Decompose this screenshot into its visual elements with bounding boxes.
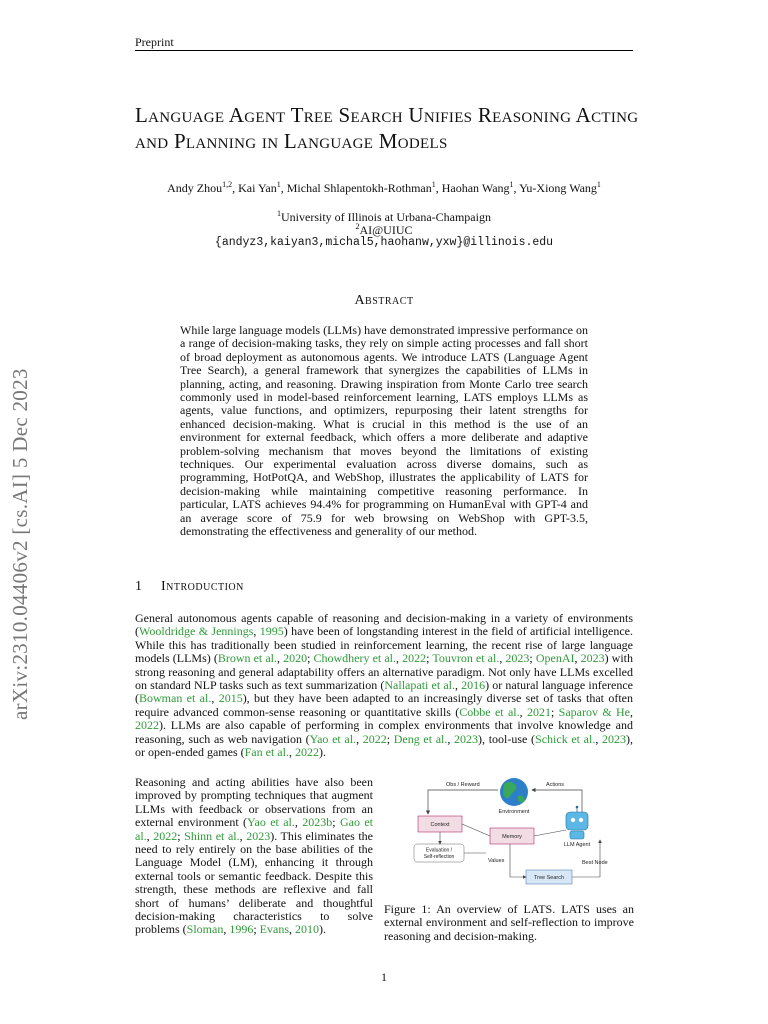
paragraph-text: ). This eliminates the need to rely entirely on the base abilities of the Language Model (LM), enhancing it through external tools or semantic feedback. Despite this strength, these methods are reflexive and fall short of humans’ deliberate and thoughtful decision-making characteristics to solve problems ( [135, 828, 374, 937]
citation-link[interactable]: 2021 [526, 704, 551, 719]
actions-label: Actions [546, 782, 565, 788]
paragraph-text: ) or natural language inference ( [135, 678, 633, 706]
paragraph-text: , [396, 651, 403, 666]
citation-link[interactable]: 2022 [153, 828, 178, 843]
citation-link[interactable]: 2023 [454, 731, 479, 746]
paragraph-text: ). [318, 745, 326, 760]
globe-icon [500, 778, 528, 806]
llm-agent-label: LLM Agent [563, 842, 591, 848]
citation-link[interactable]: 2022 [402, 651, 427, 666]
citation-link[interactable]: Evans [259, 922, 289, 937]
paragraph-text: ), but they have been adapted to an increasingly diverse set of tasks that often require advanced common-sense reasoning or quantitative skills ( [135, 691, 634, 719]
paragraph-text: , [289, 922, 295, 937]
citation-link[interactable]: 2023 [580, 651, 605, 666]
section-heading-introduction [135, 579, 244, 595]
paragraph-text: ) with strong reasoning and general adaptability offers an alternative paradigm. Not only have LLMs excelled on standard NLP tasks such as text summarization ( [135, 651, 633, 693]
citation-link[interactable]: Sloman [186, 922, 224, 937]
citation-link[interactable]: Wooldridge & Jennings [139, 624, 254, 639]
citation-link[interactable]: Cobbe et al. [459, 704, 520, 719]
paragraph-text: Reasoning and acting abilities have also been improved by prompting techniques that augment LLMs with feedback or observations from an external environment ( [135, 775, 373, 830]
paragraph-text: ), or open-ended games ( [135, 731, 634, 760]
citation-link[interactable]: Brown et al. [217, 651, 277, 666]
citation-link[interactable]: Saparov & He [558, 704, 631, 719]
author-name: Kai Yan [238, 181, 277, 195]
affiliation-1: $^1$University of Illinois at Urbana-Champaign [277, 209, 491, 224]
paragraph-text: ) have been of longstanding interest in the field of artificial intelligence. While this has traditionally been studied in reinforcement learning, the recent rise of large language models (LLMs) ( [135, 624, 633, 666]
page-number: 1 [381, 970, 387, 984]
paragraph-text: , [211, 691, 219, 706]
author-emails: {andyz3,kaiyan3,michal5,haohanw,yxw}@illinois.edu [214, 236, 554, 249]
abstract-text: While large language models (LLMs) have demonstrated impressive performance on a range of decision-making tasks, they rely on simple acting processes and fall short of broad deployment as autonomous agents. We introduce LATS (Language Agent Tree Search), a general framework that synergizes the capabilities of LLMs in planning, acting, and reasoning. Drawing inspiration from Monte Carlo tree search commonly used in model-based reinforcement learning, LATS employs LLMs as agents, value functions, and optimizers, repurposing their latent strengths for enhanced decision-making. What is crucial in this method is the use of an environment for external feedback, which offers a more deliberate and adaptive problem-solving mechanism that moves beyond the limitations of existing techniques. Our experimental evaluation across diverse domains, such as programming, HotPotQA, and WebShop, illustrates the applicability of LATS for decision-making while maintaining competitive reasoning performance. In particular, LATS achieves 94.4% for programming on HumanEval with GPT-4 and an average score of 75.9 for web browsing on WebShop with GPT-3.5, demonstrating the effectiveness and generality of our method. [180, 323, 588, 539]
paragraph-text: ). [319, 922, 326, 937]
citation-link[interactable]: 2023 [602, 731, 627, 746]
citation-link[interactable]: 2015 [218, 691, 243, 706]
paragraph-text: , [288, 745, 295, 760]
paragraph-text: , [356, 731, 363, 746]
paragraph-text: , [499, 651, 506, 666]
robot-icon [566, 806, 588, 839]
paragraph-text: , [454, 678, 462, 693]
paragraph-text: ). LLMs are also capable of performing in complex environments that involve knowledge and reasoning, such as web navigation ( [135, 718, 633, 746]
citation-link[interactable]: Fan et al. [244, 745, 289, 760]
paragraph-text: , [239, 828, 247, 843]
paragraph-text: ; [332, 815, 340, 830]
citation-link[interactable]: Chowdhery et al. [313, 651, 397, 666]
intro-paragraph [135, 612, 633, 759]
obs-reward-label: Obs / Reward [446, 782, 480, 788]
second-paragraph [135, 776, 373, 937]
paragraph-text: ; [177, 828, 185, 843]
values-label: Values [488, 858, 505, 864]
paragraph-text: ; [550, 704, 559, 719]
citation-link[interactable]: Gao et al. [135, 815, 373, 843]
author-name: Haohan Wang [441, 181, 510, 195]
arxiv-stamp: arXiv:2310.04406v2 [cs.AI] 5 Dec 2023 [8, 368, 32, 720]
paragraph-text: ; [529, 651, 536, 666]
author-name: Andy Zhou [167, 181, 223, 195]
author-affiliation-mark: 1,2 [222, 180, 233, 189]
running-header: Preprint [135, 35, 174, 49]
paragraph-text: ; [253, 922, 260, 937]
values-arrow [510, 844, 526, 877]
citation-link[interactable]: Schick et al. [535, 731, 596, 746]
paragraph-text: General autonomous agents capable of reasoning and decision-making in a variety of environments ( [135, 611, 633, 639]
paragraph-text: , [277, 651, 284, 666]
paragraph-text: , [630, 704, 634, 719]
figure-lats-overview [410, 774, 630, 894]
affiliation-2: $^2$AI@UIUC [355, 222, 413, 237]
citation-link[interactable]: 1995 [259, 624, 284, 639]
citation-link[interactable]: Yao et al. [247, 815, 295, 830]
author-list: Andy Zhou$^{1,2}$, Kai Yan$^1$, Michal Shlapentokh-Rothman$^1$, Haohan Wang$^1$, Yu-Xiong Wang$^1$ [167, 180, 601, 195]
section-title: Introduction [161, 579, 244, 594]
paper-title: Language Agent Tree Search Unifies Reasoning Acting and Planning in Language Models [135, 103, 639, 153]
author-affiliation-mark: 1 [276, 180, 281, 189]
paragraph-text: ), tool-use ( [478, 731, 536, 746]
paragraph-text: ; [426, 651, 433, 666]
citation-link[interactable]: OpenAI [535, 651, 575, 666]
context-label: Context [430, 822, 450, 828]
abstract-heading: Abstract [354, 293, 414, 308]
citation-link[interactable]: 1996 [229, 922, 254, 937]
citation-link[interactable]: Touvron et al. [432, 651, 500, 666]
evaluation-label-1: Evaluation / [425, 847, 453, 854]
section-number: 1 [135, 579, 142, 594]
memory-label: Memory [502, 834, 522, 840]
context-memory-line [462, 824, 490, 836]
citation-link[interactable]: 2016 [461, 678, 486, 693]
paragraph-text: , [595, 731, 603, 746]
author-affiliation-mark: 1 [509, 180, 514, 189]
citation-link[interactable]: 2023 [246, 828, 271, 843]
citation-link[interactable]: Deng et al. [393, 731, 448, 746]
citation-link[interactable]: Nallapati et al. [384, 678, 455, 693]
paragraph-text: , [223, 922, 230, 937]
memory-agent-line [534, 830, 566, 836]
author-affiliation-mark: 1 [431, 180, 436, 189]
paragraph-text: , [447, 731, 455, 746]
paragraph-text: , [519, 704, 527, 719]
author-affiliation-mark: 1 [596, 180, 601, 189]
citation-link[interactable]: 2023 [505, 651, 530, 666]
best-node-label: Best Node [582, 860, 608, 866]
header-rule [135, 50, 633, 51]
citation-link[interactable]: 2022 [135, 718, 159, 733]
paragraph-text: ; [307, 651, 314, 666]
evaluation-label-2: Self-reflection [423, 854, 455, 860]
citation-link[interactable]: 2020 [283, 651, 308, 666]
citation-link[interactable]: 2010 [295, 922, 319, 937]
paragraph-text: ; [386, 731, 394, 746]
obs-arrow [428, 790, 498, 814]
tree-search-label: Tree Search [533, 875, 565, 881]
author-name: Yu-Xiong Wang [519, 181, 597, 195]
citation-link[interactable]: 2022 [362, 731, 387, 746]
paragraph-text: , [574, 651, 581, 666]
paragraph-text: , [146, 828, 154, 843]
paragraph-text: , [294, 815, 303, 830]
citation-link[interactable]: Yao et al. [309, 731, 357, 746]
figure-caption: Figure 1: An overview of LATS. LATS uses an external environment and self-reflection to improve reasoning and decision-making. [384, 902, 634, 943]
paragraph-text: , [253, 624, 260, 639]
citation-link[interactable]: 2022 [294, 745, 319, 760]
author-name: Michal Shlapentokh-Rothman [286, 181, 432, 195]
citation-link[interactable]: 2023b [302, 815, 333, 830]
citation-link[interactable]: Bowman et al. [139, 691, 212, 706]
environment-label: Environment [498, 809, 530, 815]
citation-link[interactable]: Shinn et al. [184, 828, 240, 843]
